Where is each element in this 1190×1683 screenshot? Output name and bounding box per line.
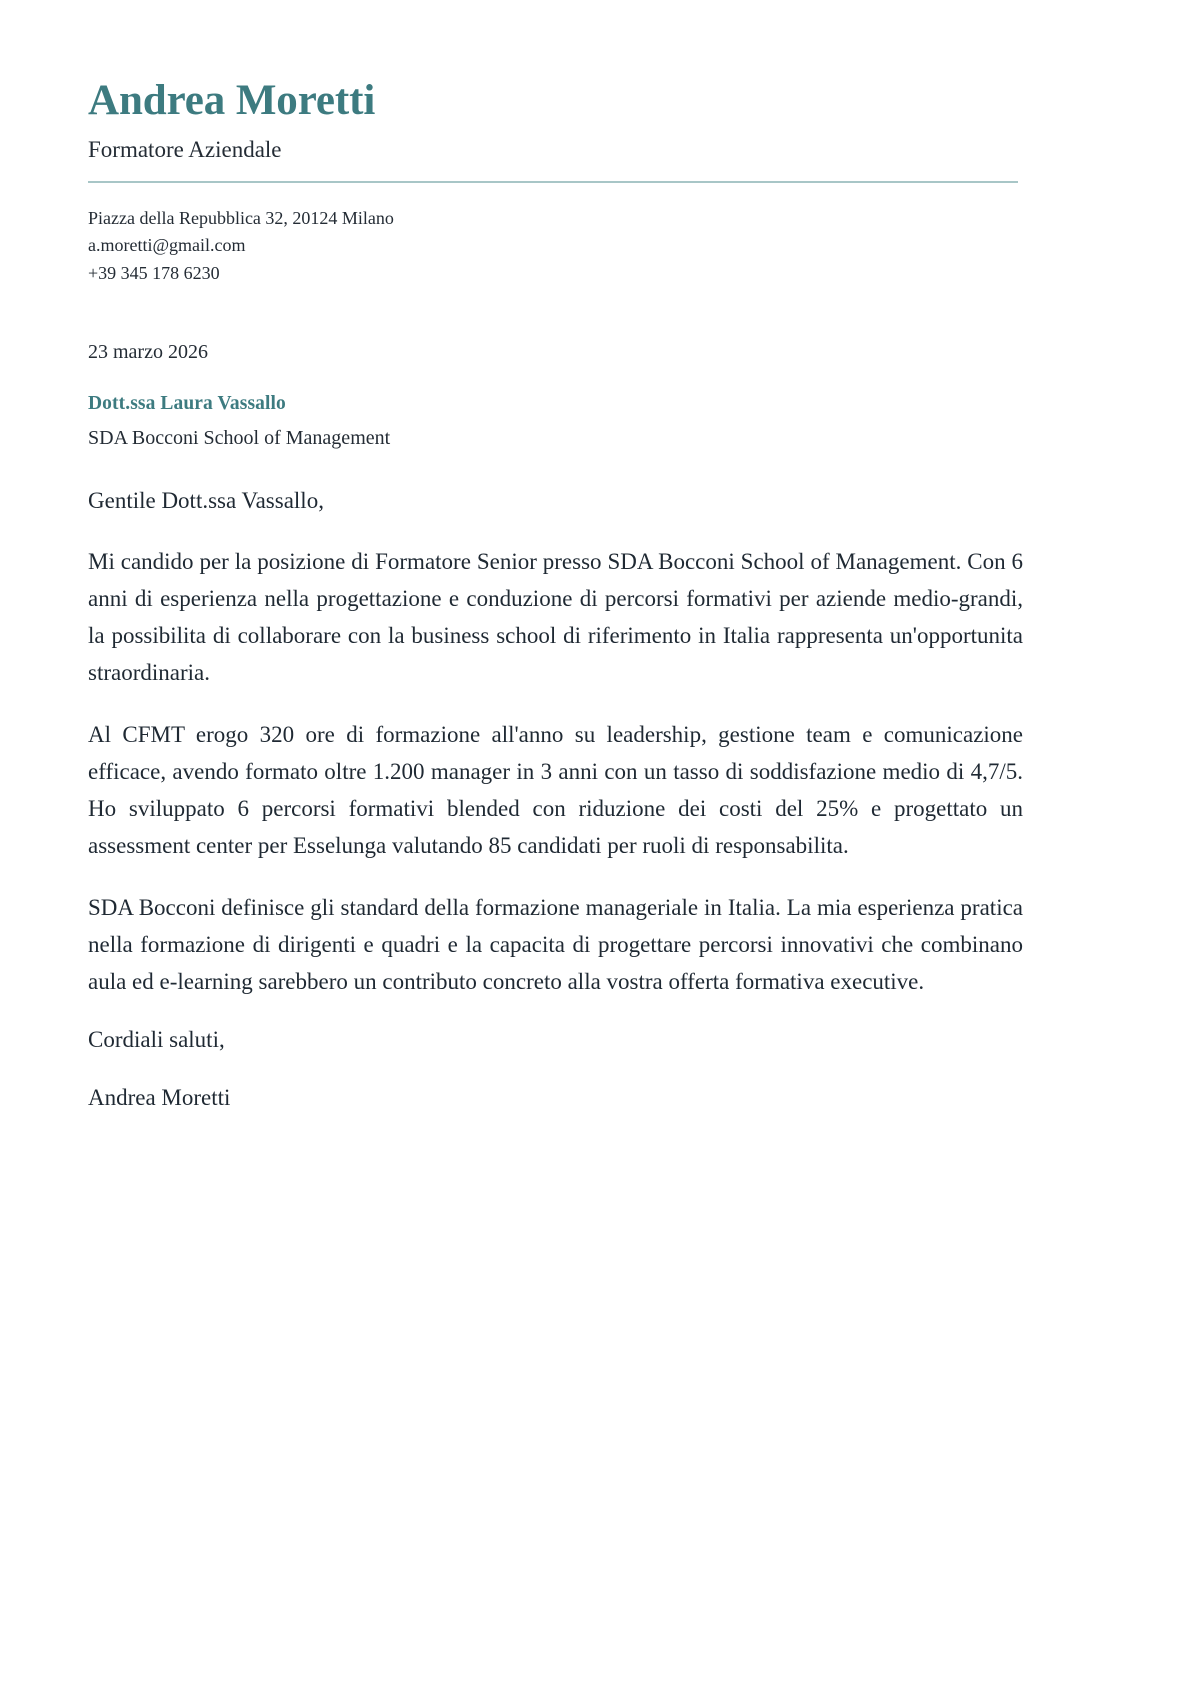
page-title: Andrea Moretti — [88, 77, 376, 124]
contact-email[interactable]: a.moretti@gmail.com — [88, 235, 246, 256]
recipient-organization: SDA Bocconi School of Management — [88, 427, 391, 450]
body-paragraph: SDA Bocconi definisce gli standard della formazione manageriale in Italia. La mia esperienza pratica nella formazione di dirigenti e quadri e la capacita di progettare percorsi innovativi che combinano aula ed e-learning sarebbero un contributo concreto alla vostra offerta formativa executive. — [88, 894, 1023, 994]
recipient-name: Dott.ssa Laura Vassallo — [88, 393, 286, 415]
letter-date: 23 marzo 2026 — [88, 341, 208, 364]
salutation: Gentile Dott.ssa Vassallo, — [88, 488, 324, 514]
body-paragraph: Al CFMT erogo 320 ore di formazione all'anno su leadership, gestione team e comunicazione efficace, avendo formato oltre 1.200 manager in 3 anni con un tasso di soddisfazione medio di 4,7/5. Ho sviluppato 6 percorsi formativi blended con riduzione dei costi del 25% e progettato un assessment center per Esselunga valutando 85 candidati per ruoli di responsabilita. — [88, 721, 1023, 859]
contact-address: Piazza della Repubblica 32, 20124 Milano — [88, 208, 394, 229]
contact-phone[interactable]: +39 345 178 6230 — [88, 262, 220, 283]
header-body-spacer — [88, 287, 1030, 339]
header-divider — [88, 181, 1018, 183]
signature-name: Andrea Moretti — [88, 1085, 231, 1111]
body-paragraph: Mi candido per la posizione di Formatore Senior presso SDA Bocconi School of Management. Con 6 anni di esperienza nella progettazione e conduzione di percorsi formativi per aziende medio-grandi, la possibilita di collaborare con la business school di riferimento in Italia rappresenta un'opportunita straordinaria. — [88, 548, 1023, 686]
job-title: Formatore Aziendale — [88, 137, 282, 163]
closing-line: Cordiali saluti, — [88, 1027, 225, 1053]
letter-header — [88, 78, 1030, 287]
